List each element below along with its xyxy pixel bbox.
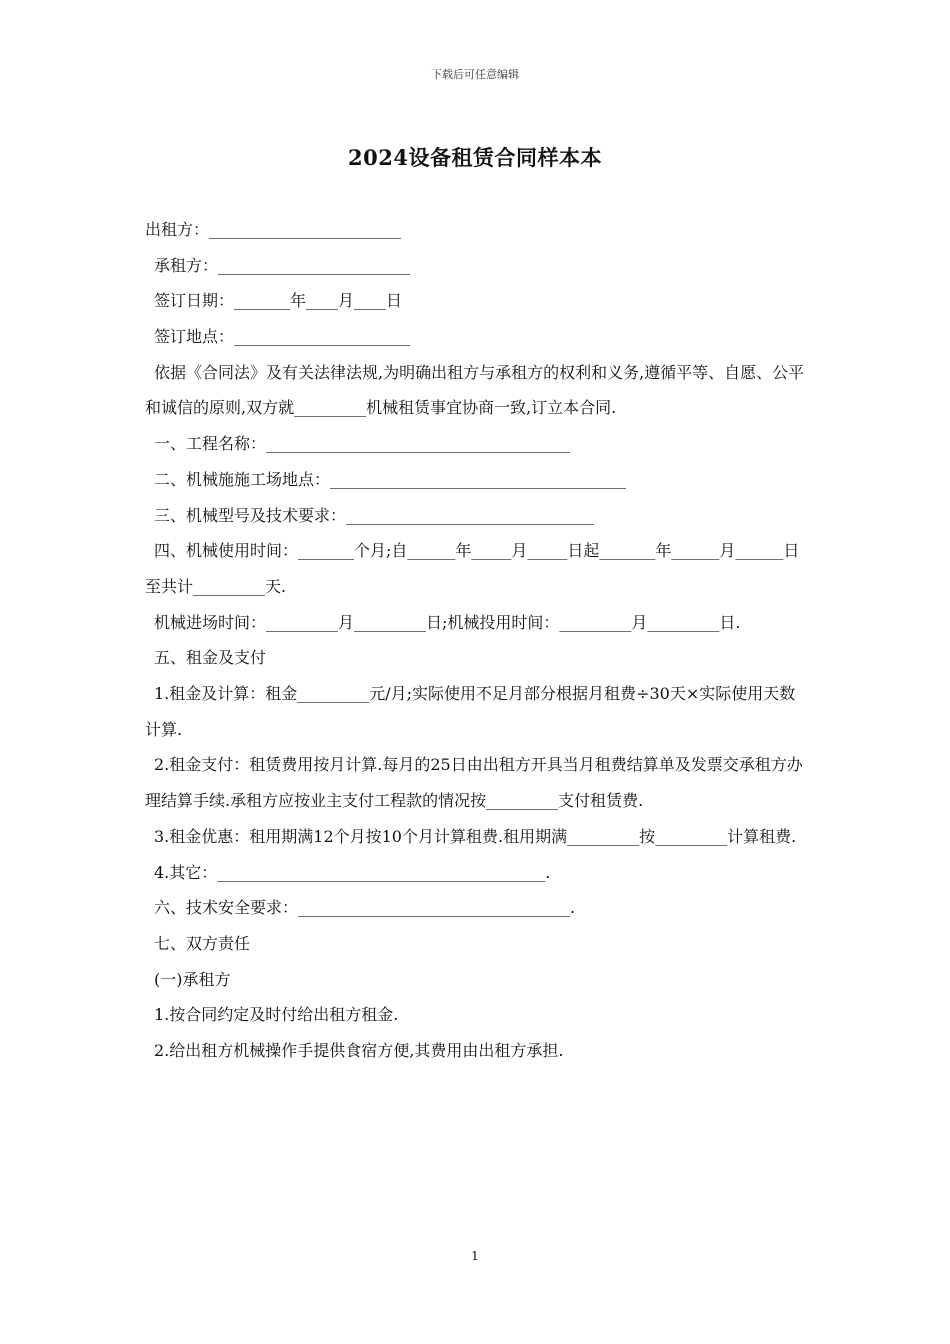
page-number: 1 [471, 1249, 479, 1263]
project-name-line: 一、工程名称：______________________________________ [154, 434, 571, 454]
construction-site-line: 二、机械施施工场地点：_____________________________________ [154, 469, 627, 489]
rent-calculation-paragraph: 1.租金及计算：租金_________元/月;实际使用不足月部分根据月租费÷30天×实际使用天数计算. [145, 684, 796, 739]
section-responsibilities-heading: 七、双方责任 [154, 933, 251, 953]
preamble-paragraph: 依据《合同法》及有关法律法规,为明确出租方与承租方的权利和义务,遵循平等、自愿、公平和诚信的原则,双方就_________机械租赁事宜协商一致,订立本合同. [145, 362, 805, 418]
rent-payment-paragraph: 2.租金支付：租赁费用按月计算.每月的25日由出租方开具当月租费结算单及发票交承租方办理结算手续.承租方应按业主支付工程款的情况按_________支付租赁费. [145, 755, 803, 811]
lessee-duty-1: 1.按合同约定及时付给出租方租金. [154, 1005, 399, 1025]
lessee-duty-2: 2.给出租方机械操作手提供食宿方便,其费用由出租方承担. [154, 1040, 564, 1060]
entry-time-paragraph: 机械进场时间：_________月_________日;机械投用时间：_________月_________日. [154, 612, 741, 632]
page-header-note: 下载后可任意编辑 [431, 68, 519, 81]
signing-place-line: 签订地点：______________________ [154, 327, 411, 347]
usage-period-paragraph: 四、机械使用时间：_______个月;自______年_____月_____日起_______年______月______日至共计_________天. [145, 541, 800, 596]
other-terms-line: 4.其它：_________________________________________. [154, 862, 551, 882]
rent-discount-paragraph: 3.租金优惠：租用期满12个月按10个月计算租费.租用期满_________按_________计算租费. [154, 826, 797, 846]
document-body [145, 212, 807, 1069]
signing-date-line: 签订日期：_______年____月____日 [154, 291, 403, 311]
document-title: 2024设备租赁合同样本本 [348, 145, 602, 170]
lessee-subheading: (一)承租方 [154, 969, 231, 989]
lessor-line: 出租方：________________________ [145, 220, 402, 239]
section-rent-heading: 五、租金及支付 [154, 648, 267, 668]
machine-model-line: 三、机械型号及技术要求：_______________________________ [154, 505, 595, 525]
lessee-line: 承租方：________________________ [154, 255, 411, 275]
safety-requirements-line: 六、技术安全要求：__________________________________. [154, 898, 576, 918]
